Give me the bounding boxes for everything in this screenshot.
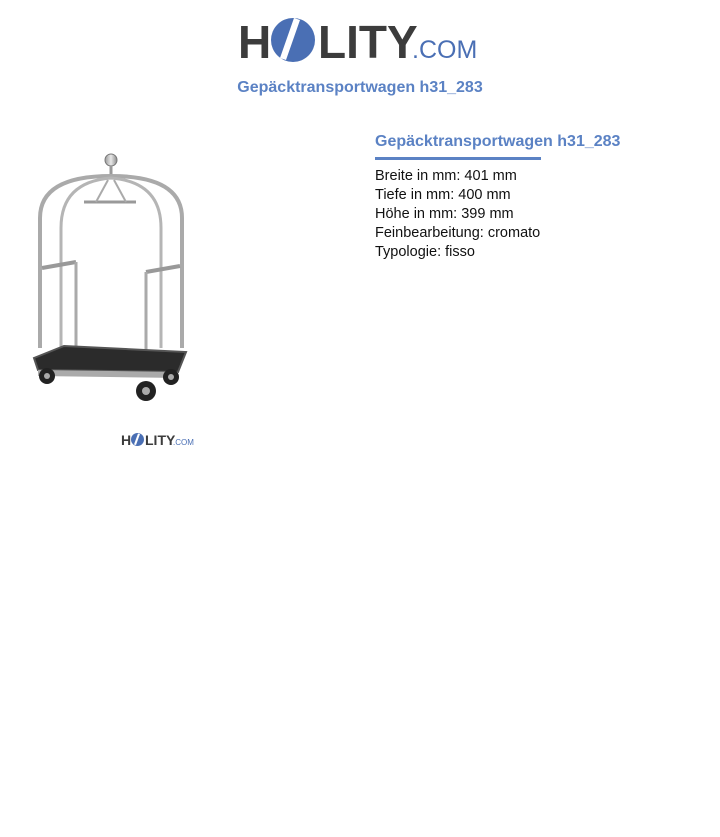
product-details	[375, 132, 695, 262]
spec-item-height: Höhe in mm: 399 mm	[375, 206, 514, 222]
spec-item-finish: Feinbearbeitung: cromato	[375, 225, 541, 241]
logo-small-text-suffix: .COM	[173, 438, 194, 447]
spec-list	[375, 167, 695, 262]
spec-item-depth: Tiefe in mm: 400 mm	[375, 187, 511, 203]
logo-text-left: H	[238, 16, 272, 68]
title-underline	[375, 157, 541, 160]
luggage-cart-icon	[28, 148, 193, 410]
logo-o-mark	[271, 18, 315, 62]
page-title: Gepäcktransportwagen h31_283	[237, 79, 483, 96]
logo-small-text-right: LITY	[145, 432, 176, 448]
logo-small-text-left: H	[121, 432, 132, 448]
holity-logo-small	[121, 431, 195, 448]
spec-item-type: Typologie: fisso	[375, 244, 475, 260]
spec-item-width: Breite in mm: 401 mm	[375, 168, 517, 184]
holity-logo	[238, 12, 484, 68]
logo-text-suffix: .COM	[412, 36, 478, 64]
logo-text-right: LITY	[318, 16, 418, 68]
product-title: Gepäcktransportwagen h31_283	[375, 133, 621, 150]
